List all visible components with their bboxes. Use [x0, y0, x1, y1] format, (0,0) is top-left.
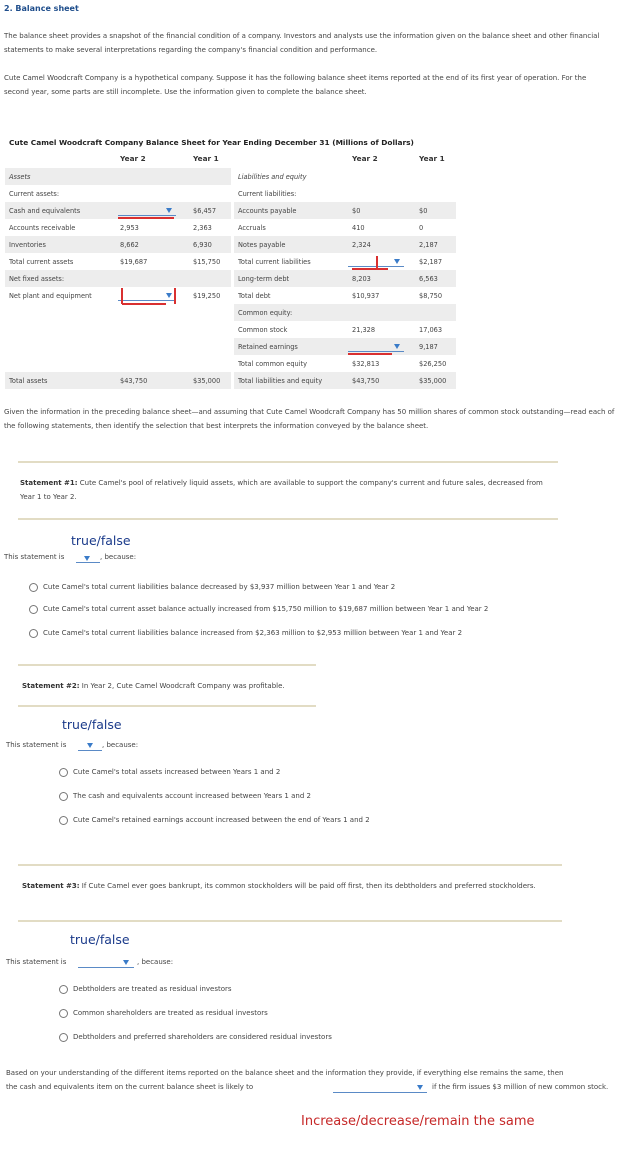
ta-year1: $35,000	[193, 377, 221, 385]
col-year1-left: Year 1	[193, 154, 219, 163]
statement-3: Statement #3: If Cute Camel ever goes bankrupt, its common stockholders will be paid off first, then its debtholders and preferred stockholders.	[22, 882, 536, 890]
dropdown-arrow-icon	[394, 259, 400, 264]
option-label: Cute Camel's total current liabilities balance decreased by $3,937 million between Year 1 and Year 2	[43, 583, 396, 591]
col-year1-right: Year 1	[419, 154, 445, 163]
option-label: Cute Camel's total assets increased between Years 1 and 2	[73, 768, 281, 776]
row-label: Current assets:	[9, 190, 60, 198]
td-year1: $8,750	[419, 292, 443, 300]
row-label: Net fixed assets:	[9, 275, 65, 283]
np-year2: 2,324	[352, 241, 371, 249]
red-underline-mark	[122, 303, 166, 305]
red-underline-mark	[118, 217, 174, 219]
ap-year2: $0	[352, 207, 361, 215]
accruals-year1: 0	[419, 224, 424, 232]
red-underline-mark	[348, 353, 392, 355]
red-underline-mark	[352, 268, 388, 270]
radio-option-1-1[interactable]	[29, 583, 38, 592]
handwritten-note: true/false	[70, 932, 130, 947]
ar-year2: 2,953	[120, 224, 139, 232]
statement-prefix: This statement is	[4, 553, 65, 561]
ta-year2: $43,750	[120, 377, 148, 385]
row-label: Cash and equivalents	[9, 207, 81, 215]
radio-option-1-3[interactable]	[29, 629, 38, 638]
divider	[18, 920, 562, 922]
ltd-year2: 8,203	[352, 275, 371, 283]
question-heading: 2. Balance sheet	[4, 4, 79, 13]
statement-prefix: This statement is	[6, 741, 67, 749]
statement-1: Statement #1: Cute Camel's pool of relatively liquid assets, which are available to support the company's current and future sales, decreased from Year 1 to Year 2.	[20, 479, 543, 501]
dropdown-arrow-icon	[166, 293, 172, 298]
option-label: Cute Camel's retained earnings account increased between the end of Years 1 and 2	[73, 816, 370, 824]
tca-year1: $15,750	[193, 258, 221, 266]
radio-option-2-2[interactable]	[59, 792, 68, 801]
option-label: Debtholders and preferred shareholders are considered residual investors	[73, 1033, 332, 1041]
given-paragraph: Given the information in the preceding balance sheet—and assuming that Cute Camel Woodcraft Company has 50 million shares of common stock outstanding—read each of the following statements, then identify the selection that best interprets the information conveyed by the balance sheet.	[4, 408, 615, 430]
option-label: Common shareholders are treated as residual investors	[73, 1009, 268, 1017]
option-label: The cash and equivalents account increased between Years 1 and 2	[73, 792, 311, 800]
row-label: Total current liabilities	[238, 258, 311, 266]
accruals-year2: 410	[352, 224, 365, 232]
tce-year2: $32,813	[352, 360, 380, 368]
col-year2-left: Year 2	[120, 154, 146, 163]
statement-suffix: , because:	[100, 553, 137, 561]
row-label: Total liabilities and equity	[238, 377, 323, 385]
inv-year1: 6,930	[193, 241, 212, 249]
dropdown-arrow-icon	[166, 208, 172, 213]
row-label: Assets	[9, 173, 31, 181]
red-vertical-mark	[376, 256, 378, 270]
tle-year1: $35,000	[419, 377, 447, 385]
statement-prefix: This statement is	[6, 958, 67, 966]
row-label: Current liabilities:	[238, 190, 297, 198]
option-label: Cute Camel's total current liabilities balance increased from $2,363 million to $2,953 million between Year 1 and Year 2	[43, 629, 463, 637]
intro-paragraph-1: The balance sheet provides a snapshot of the financial condition of a company. Investors and analysts use the information given on the balance sheet and other financial statements to make several interpretations regarding the company's financial condition and performance.	[4, 32, 600, 54]
row-label: Net plant and equipment	[9, 292, 92, 300]
cash-year1: $6,457	[193, 207, 217, 215]
red-vertical-mark	[174, 288, 176, 304]
inv-year2: 8,662	[120, 241, 139, 249]
statement-2: Statement #2: In Year 2, Cute Camel Woodcraft Company was profitable.	[22, 682, 285, 690]
ap-year1: $0	[419, 207, 428, 215]
row-label: Notes payable	[238, 241, 286, 249]
statement-suffix: , because:	[137, 958, 174, 966]
tcl-year1: $2,187	[419, 258, 443, 266]
tce-year1: $26,250	[419, 360, 447, 368]
cs-year2: 21,328	[352, 326, 376, 334]
row-label: Long-term debt	[238, 275, 290, 283]
cs-year1: 17,063	[419, 326, 443, 334]
ar-year1: 2,363	[193, 224, 212, 232]
radio-option-3-3[interactable]	[59, 1033, 68, 1042]
radio-option-1-2[interactable]	[29, 605, 38, 614]
row-label: Total common equity	[238, 360, 308, 368]
npe-year1: $19,250	[193, 292, 221, 300]
row-label: Retained earnings	[238, 343, 298, 351]
row-label: Accounts payable	[238, 207, 297, 215]
radio-option-2-3[interactable]	[59, 816, 68, 825]
row-label: Total assets	[9, 377, 48, 385]
row-label: Liabilities and equity	[238, 173, 307, 181]
divider	[18, 461, 558, 463]
band-left	[5, 168, 231, 185]
radio-option-3-1[interactable]	[59, 985, 68, 994]
divider	[18, 518, 558, 520]
row-label: Total current assets	[9, 258, 74, 266]
statement-suffix: , because:	[102, 741, 139, 749]
row-label: Accounts receivable	[9, 224, 76, 232]
re-year1: 9,187	[419, 343, 438, 351]
handwritten-note: true/false	[71, 533, 131, 548]
dropdown-arrow-icon	[123, 960, 129, 965]
row-label: Inventories	[9, 241, 46, 249]
dropdown-arrow-icon	[417, 1085, 423, 1090]
dropdown-arrow-icon	[84, 556, 90, 561]
row-label: Accruals	[238, 224, 266, 232]
divider	[18, 864, 562, 866]
row-label: Common stock	[238, 326, 288, 334]
table-title: Cute Camel Woodcraft Company Balance Sheet for Year Ending December 31 (Millions of Dollars)	[9, 138, 414, 147]
intro-paragraph-2: Cute Camel Woodcraft Company is a hypothetical company. Suppose it has the following balance sheet items reported at the end of its first year of operation. For the second year, some parts are still incomplete. Use the information given to complete the balance sheet.	[4, 74, 587, 96]
row-label: Common equity:	[238, 309, 293, 317]
dropdown-arrow-icon	[87, 743, 93, 748]
col-year2-right: Year 2	[352, 154, 378, 163]
radio-option-3-2[interactable]	[59, 1009, 68, 1018]
final-question-text: Based on your understanding of the different items reported on the balance sheet and the information they provide, if everything else remains the same, then the cash and equivalents item on the current balance sheet is likely to	[6, 1069, 564, 1091]
divider	[18, 664, 316, 666]
red-vertical-mark	[121, 288, 123, 304]
np-year1: 2,187	[419, 241, 438, 249]
row-label: Total debt	[238, 292, 271, 300]
handwritten-note: true/false	[62, 717, 122, 732]
td-year2: $10,937	[352, 292, 380, 300]
divider	[18, 705, 316, 707]
radio-option-2-1[interactable]	[59, 768, 68, 777]
option-label: Debtholders are treated as residual investors	[73, 985, 232, 993]
final-dropdown[interactable]	[333, 1082, 427, 1093]
ltd-year1: 6,563	[419, 275, 438, 283]
tle-year2: $43,750	[352, 377, 380, 385]
answer-annotation: Increase/decrease/remain the same	[301, 1114, 535, 1129]
option-label: Cute Camel's total current asset balance actually increased from $15,750 million to $19,687 million between Year 1 and Year 2	[43, 605, 489, 613]
tca-year2: $19,687	[120, 258, 148, 266]
final-question-tail: if the firm issues $3 million of new common stock.	[432, 1083, 609, 1091]
dropdown-arrow-icon	[394, 344, 400, 349]
